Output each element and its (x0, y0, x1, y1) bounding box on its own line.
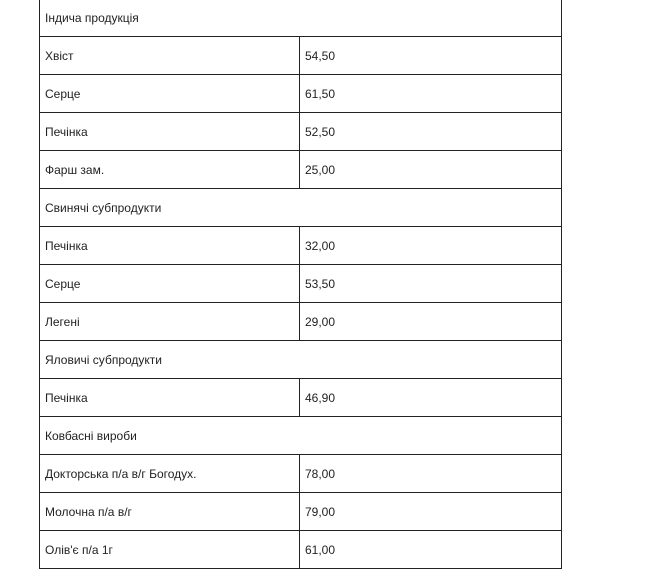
table-row (40, 265, 562, 303)
product-price: 54,50 (300, 37, 562, 75)
product-name: Печінка (40, 227, 300, 265)
table-row (40, 531, 562, 569)
product-name: Докторська п/а в/г Богодух. (40, 455, 300, 493)
product-price: 32,00 (300, 227, 562, 265)
product-name: Легені (40, 303, 300, 341)
table-row (40, 227, 562, 265)
table-row (40, 493, 562, 531)
price-table (39, 0, 562, 569)
table-row (40, 151, 562, 189)
section-header-row (40, 417, 562, 455)
product-price: 61,00 (300, 531, 562, 569)
product-name: Хвіст (40, 37, 300, 75)
product-name: Серце (40, 75, 300, 113)
product-price: 78,00 (300, 455, 562, 493)
section-header-row (40, 341, 562, 379)
product-name: Печінка (40, 113, 300, 151)
section-header-row (40, 0, 562, 37)
product-name: Печінка (40, 379, 300, 417)
product-name: Молочна п/а в/г (40, 493, 300, 531)
product-price: 29,00 (300, 303, 562, 341)
product-name: Серце (40, 265, 300, 303)
table-row (40, 455, 562, 493)
table-row (40, 75, 562, 113)
product-price: 52,50 (300, 113, 562, 151)
product-price: 53,50 (300, 265, 562, 303)
table-row (40, 303, 562, 341)
table-row (40, 113, 562, 151)
product-name: Фарш зам. (40, 151, 300, 189)
table-row (40, 37, 562, 75)
table-row (40, 379, 562, 417)
section-title: Індича продукція (40, 0, 562, 37)
product-price: 25,00 (300, 151, 562, 189)
product-price: 79,00 (300, 493, 562, 531)
product-price: 46,90 (300, 379, 562, 417)
product-name: Олів'є п/а 1г (40, 531, 300, 569)
section-title: Яловичі субпродукти (40, 341, 562, 379)
section-title: Ковбасні вироби (40, 417, 562, 455)
section-header-row (40, 189, 562, 227)
section-title: Свинячі субпродукти (40, 189, 562, 227)
product-price: 61,50 (300, 75, 562, 113)
